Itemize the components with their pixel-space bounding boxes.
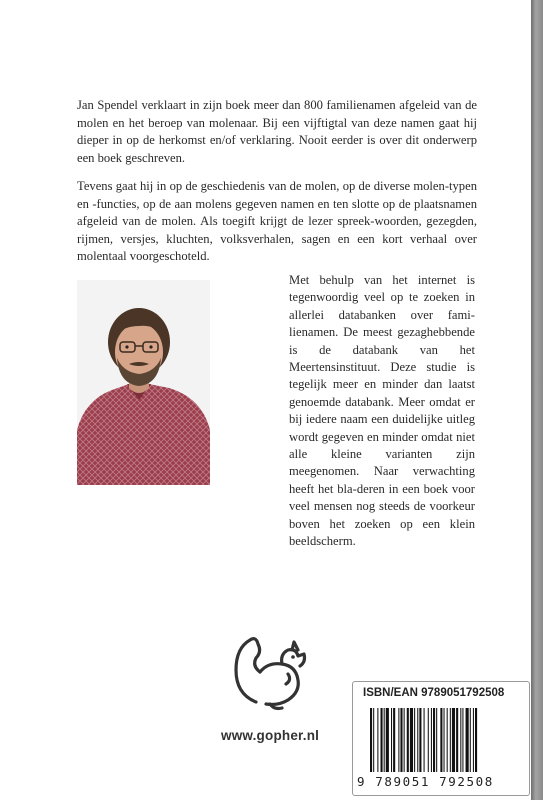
contents-paragraph: Tevens gaat hij in op de geschiedenis van de molen, op de diverse molen-typen en -functies, op de aan molens gegeven namen en ten slotte op de plaatsnamen afgeleid van de molen. Als toegift krijgt de lezer spreek-woorden, gezegden, rijmen, versjes, kluchten, volksverhalen, sagen en een kort verhaal over molentaal voorgeschoteld.	[77, 179, 477, 264]
book-spine-edge	[531, 0, 543, 800]
publisher-website: www.gopher.nl	[221, 728, 320, 743]
barcode-panel	[352, 681, 530, 796]
intro-paragraph: Jan Spendel verklaart in zijn boek meer dan 800 familienamen afgeleid van de molen en het beroep van molenaar. Bij een vijftigtal van deze namen gaat hij dieper in op de herkomst en/of verklaring. Nooit eerder is over dit onderwerp een boek geschreven.	[77, 98, 477, 165]
databank-paragraph: Met behulp van het internet is tegenwoordig veel op te zoeken in allerlei databanken over fami-lienamen. De meest gezaghebbende is de databank van het Meertensinstituut. Deze studie is tegelijk meer en minder dan laatst genoemde databank. Meer omdat er bij iedere naam een duidelijke uitleg wordt gegeven en minder omdat niet alle kleine varianten zijn meegenomen. Naar verwachting heeft het bla-deren in een boek voor veel mensen nog steeds de voorkeur boven het zoeken op een klein beeldscherm.	[289, 273, 475, 549]
isbn-label: ISBN/EAN 9789051792508	[363, 687, 505, 699]
barcode-digits: 9 789051 792508	[357, 774, 494, 789]
author-portrait-image	[77, 280, 210, 485]
squirrel-logo-icon	[226, 628, 318, 720]
barcode-bars	[370, 708, 522, 772]
author-photo	[77, 280, 210, 485]
